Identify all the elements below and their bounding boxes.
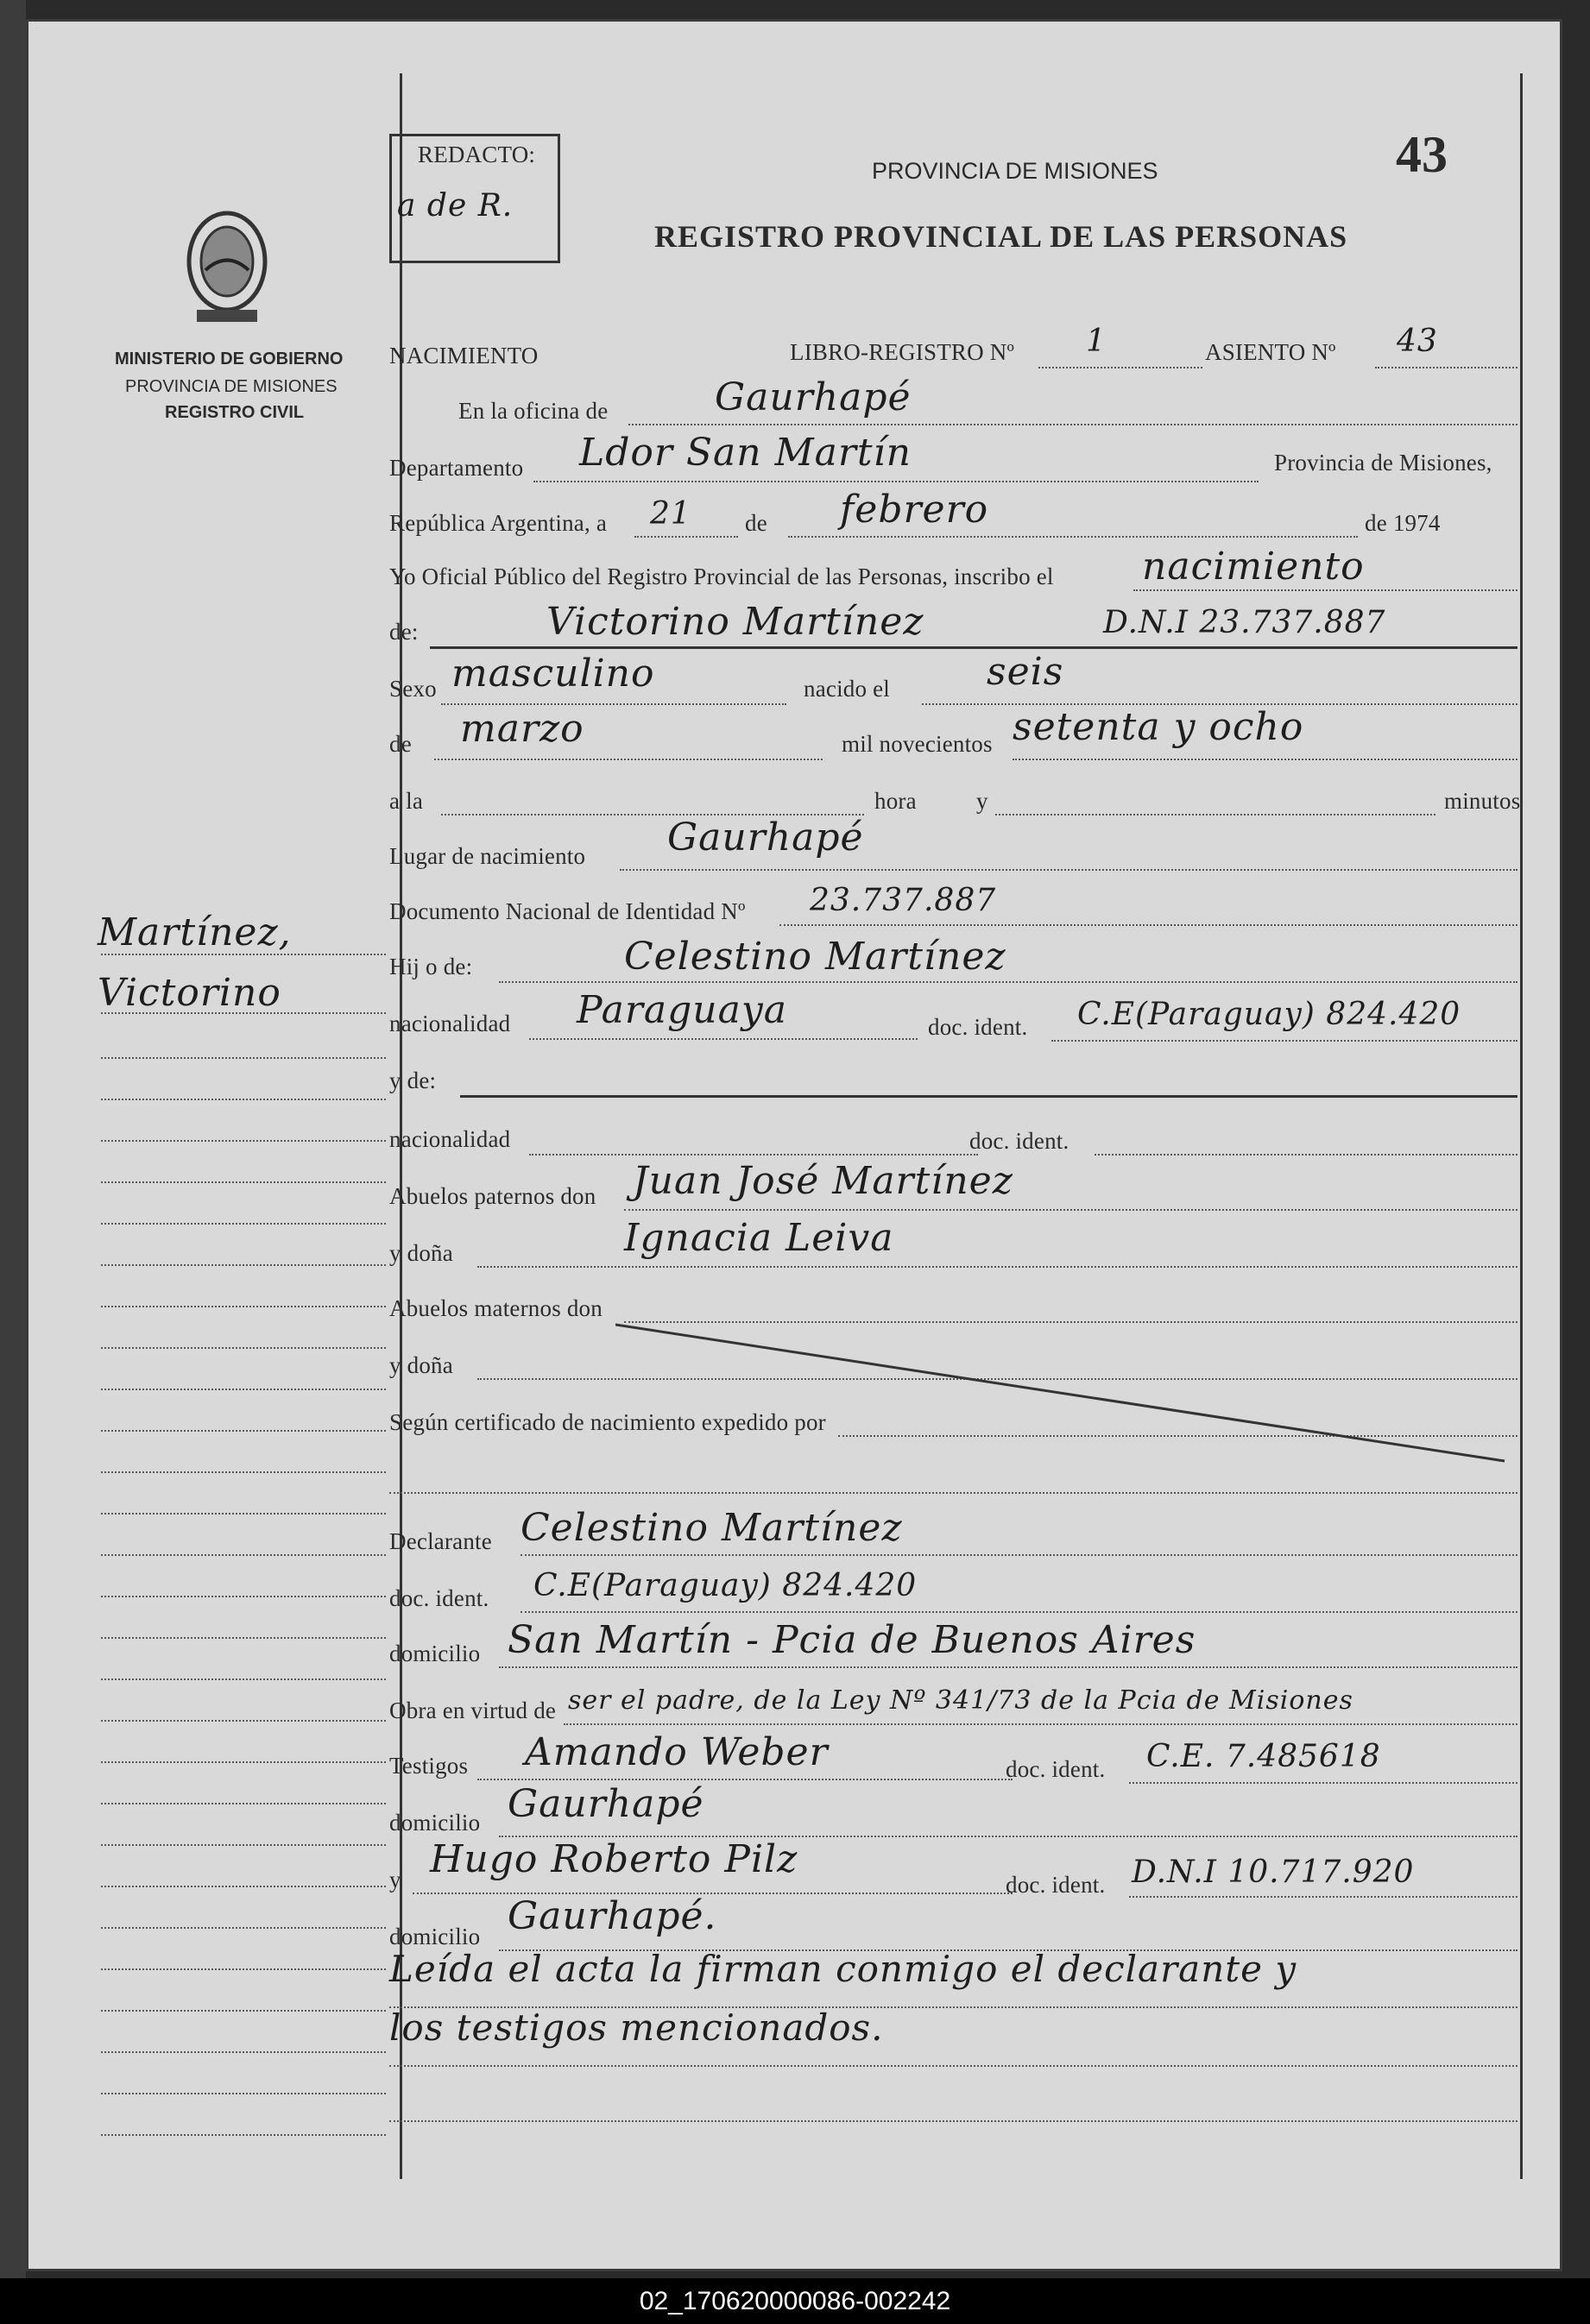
lugar-value: Gaurhapé bbox=[667, 816, 864, 860]
de-anio-label: de 1974 bbox=[1365, 510, 1441, 536]
declarante-doc: C.E(Paraguay) 824.420 bbox=[533, 1568, 918, 1603]
closing-line-1: Leída el acta la firman conmigo el declarante y bbox=[389, 1948, 1297, 1990]
closing-line-2: los testigos mencionados. bbox=[389, 2006, 884, 2049]
redacto-label: REDACTO: bbox=[418, 142, 536, 167]
declarante-value: Celestino Martínez bbox=[521, 1506, 903, 1550]
testigo2-domicilio: Gaurhapé. bbox=[508, 1894, 717, 1938]
de-label-3: de bbox=[389, 731, 412, 757]
oficial-label: Yo Oficial Público del Registro Provincial de las Personas, inscribo el bbox=[389, 564, 1054, 589]
abuelos-mat-label: Abuelos maternos don bbox=[389, 1295, 603, 1321]
hijo-label: Hij o de: bbox=[389, 954, 473, 979]
y-label-2: y bbox=[389, 1867, 401, 1893]
ministry-line-1: MINISTERIO DE GOBIERNO bbox=[115, 350, 344, 368]
segun-label: Según certificado de nacimiento expedido por bbox=[389, 1409, 826, 1435]
margin-surname: Martínez, bbox=[98, 910, 292, 954]
asiento-label: ASIENTO Nº bbox=[1205, 339, 1336, 365]
ministry-line-2: PROVINCIA DE MISIONES bbox=[125, 377, 338, 396]
documento-label: Documento Nacional de Identidad Nº bbox=[389, 898, 746, 924]
lugar-label: Lugar de nacimiento bbox=[389, 843, 586, 869]
margin-given-name: Victorino bbox=[98, 971, 281, 1015]
republica-label: República Argentina, a bbox=[389, 510, 608, 536]
libro-label: LIBRO-REGISTRO Nº bbox=[790, 339, 1015, 365]
abuelo-pat-value: Juan José Martínez bbox=[633, 1159, 1013, 1203]
sexo-label: Sexo bbox=[389, 676, 437, 702]
oficina-value: Gaurhapé bbox=[715, 375, 912, 419]
dia-value: 21 bbox=[650, 496, 691, 532]
domicilio-label-3: domicilio bbox=[389, 1924, 481, 1949]
testigo2-value: Hugo Roberto Pilz bbox=[430, 1837, 798, 1881]
mes-value: febrero bbox=[840, 488, 989, 532]
asiento-value: 43 bbox=[1397, 324, 1438, 359]
oficina-label: En la oficina de bbox=[458, 398, 609, 424]
image-code-footer: 02_170620000086-002242 bbox=[0, 2278, 1590, 2324]
y-de-label: y de: bbox=[389, 1068, 437, 1093]
anio-nac-value: setenta y ocho bbox=[1013, 705, 1304, 749]
y-label: y bbox=[976, 788, 988, 814]
nacionalidad-label: nacionalidad bbox=[389, 1011, 511, 1036]
declarante-domicilio: San Martín - Pcia de Buenos Aires bbox=[508, 1618, 1196, 1662]
inscribo-value: nacimiento bbox=[1142, 545, 1365, 589]
de-label: de bbox=[745, 510, 767, 536]
provincia-label: Provincia de Misiones, bbox=[1274, 450, 1492, 476]
testigo1-domicilio: Gaurhapé bbox=[508, 1782, 704, 1826]
book-spine bbox=[0, 0, 26, 2324]
child-name: Victorino Martínez bbox=[546, 600, 924, 644]
testigo1-doc: C.E. 7.485618 bbox=[1146, 1739, 1381, 1774]
nacido-value: seis bbox=[987, 650, 1064, 694]
doc-ident-label-4: doc. ident. bbox=[1006, 1756, 1106, 1782]
mil-label: mil novecientos bbox=[842, 731, 993, 757]
departamento-value: Ldor San Martín bbox=[579, 431, 912, 475]
province-heading: PROVINCIA DE MISIONES bbox=[872, 158, 1158, 184]
departamento-label: Departamento bbox=[389, 455, 524, 481]
redacto-note: a de R. bbox=[397, 188, 514, 224]
nacido-label: nacido el bbox=[804, 676, 891, 702]
right-rule bbox=[1520, 73, 1523, 2179]
registry-heading: REGISTRO PROVINCIAL DE LAS PERSONAS bbox=[654, 219, 1348, 254]
a-la-label: a la bbox=[389, 788, 424, 814]
page-number: 43 bbox=[1396, 126, 1448, 183]
de-label-2: de: bbox=[389, 619, 419, 645]
y-dona-label-2: y doña bbox=[389, 1352, 453, 1378]
sexo-value: masculino bbox=[451, 652, 655, 696]
domicilio-label: domicilio bbox=[389, 1641, 481, 1666]
libro-value: 1 bbox=[1086, 324, 1107, 359]
nacionalidad-padre: Paraguaya bbox=[577, 988, 787, 1032]
nacionalidad-label-2: nacionalidad bbox=[389, 1126, 511, 1152]
obra-label: Obra en virtud de bbox=[389, 1697, 557, 1723]
abuela-pat-value: Ignacia Leiva bbox=[624, 1216, 894, 1260]
hora-label: hora bbox=[874, 788, 917, 814]
testigos-label: Testigos bbox=[389, 1753, 469, 1779]
minutos-label: minutos bbox=[1444, 788, 1521, 814]
child-dni: D.N.I 23.737.887 bbox=[1103, 605, 1386, 640]
doc-padre: C.E(Paraguay) 824.420 bbox=[1077, 997, 1461, 1032]
mes-nac-value: marzo bbox=[460, 707, 584, 751]
provincial-seal-icon bbox=[180, 203, 274, 332]
ministry-line-3: REGISTRO CIVIL bbox=[165, 403, 305, 422]
declarante-label: Declarante bbox=[389, 1528, 492, 1554]
testigo1-value: Amando Weber bbox=[525, 1730, 829, 1774]
void-strike-line bbox=[615, 1307, 1522, 1471]
obra-value: ser el padre, de la Ley Nº 341/73 de la Pcia de Misiones bbox=[568, 1685, 1353, 1716]
testigo2-doc: D.N.I 10.717.920 bbox=[1132, 1855, 1415, 1890]
documento-value: 23.737.887 bbox=[810, 883, 997, 918]
y-dona-label: y doña bbox=[389, 1240, 453, 1266]
doc-ident-label-5: doc. ident. bbox=[1006, 1872, 1106, 1898]
domicilio-label-2: domicilio bbox=[389, 1810, 481, 1836]
redacto-box bbox=[389, 134, 560, 263]
doc-ident-label: doc. ident. bbox=[928, 1014, 1028, 1040]
record-type: NACIMIENTO bbox=[389, 343, 539, 368]
padre-value: Celestino Martínez bbox=[624, 935, 1006, 979]
abuelos-pat-label: Abuelos paternos don bbox=[389, 1183, 596, 1209]
doc-ident-label-2: doc. ident. bbox=[969, 1128, 1069, 1154]
doc-ident-label-3: doc. ident. bbox=[389, 1585, 489, 1611]
registry-page bbox=[26, 19, 1562, 2271]
